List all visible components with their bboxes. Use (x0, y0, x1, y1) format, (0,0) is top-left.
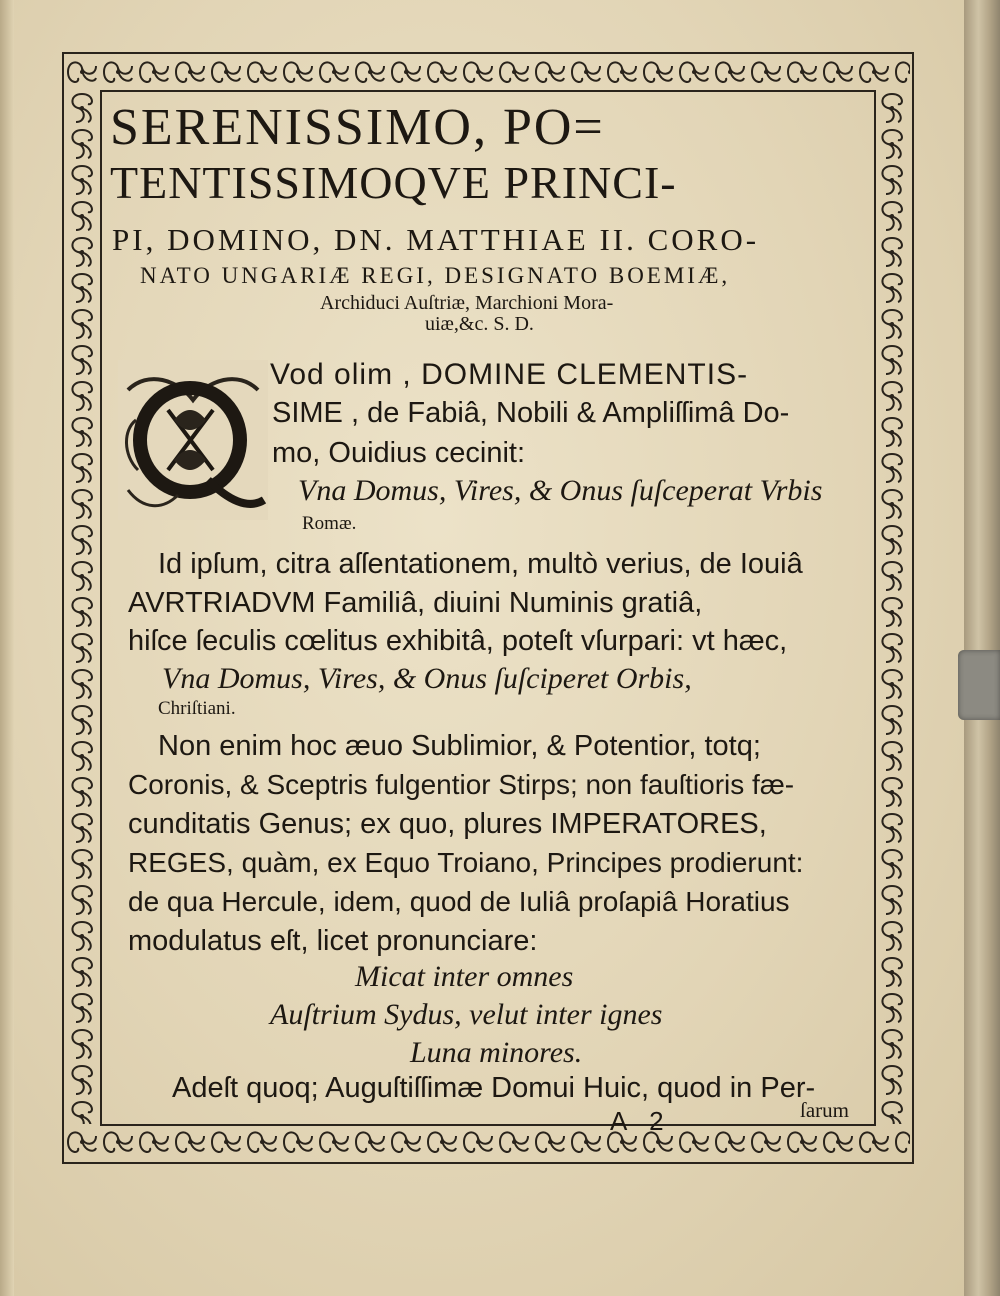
p2-line-1: Id ipſum, citra aſſentationem, multò verius, de Iouiâ (158, 548, 803, 580)
p1-verse-end: Romæ. (302, 513, 357, 534)
p3-line-3: cunditatis Genus; ex quo, plures IMPERATORES, (128, 808, 767, 840)
catchword: ſarum (800, 1098, 849, 1122)
p3-verse-1: Micat inter omnes (355, 960, 574, 993)
p3-line-1: Non enim hoc æuo Sublimior, & Potentior, totq; (158, 730, 761, 762)
p1-line-3: mo, Ouidius cecinit: (272, 437, 526, 469)
p4-line-1: Adeſt quoq; Auguſtiſſimæ Domui Huic, quod in Per- (172, 1072, 816, 1104)
p2-line-2: AVRTRIADVM Familiâ, diuini Numinis gratiâ, (128, 587, 703, 619)
title-line-4: NATO UNGARIÆ REGI, DESIGNATO BOEMIÆ, (140, 263, 731, 288)
signature-mark: A 2 (610, 1106, 672, 1136)
p3-line-5: de qua Hercule, idem, quod de Iuliâ proſapiâ Horatius (128, 886, 790, 917)
ornament-border-top (64, 54, 910, 90)
p2-line-3: hiſce ſeculis cœlitus exhibitâ, poteſt vſurpari: vt hæc, (128, 625, 788, 657)
page-gutter (0, 0, 14, 1296)
title-line-5: Archiduci Auſtriæ, Marchioni Mora- (320, 292, 614, 314)
p3-line-6: modulatus eſt, licet pronunciare: (128, 925, 538, 957)
ornament-border-bottom (64, 1124, 910, 1160)
page-clip (958, 650, 1000, 720)
p1-line-1: Vod olim , DOMINE CLEMENTIS- (270, 358, 749, 391)
p2-verse-end: Chriſtiani. (158, 698, 236, 719)
ornament-border-right (874, 90, 910, 1124)
title-line-2: TENTISSIMOQVE PRINCI- (110, 157, 677, 208)
decorated-initial-q (118, 360, 268, 520)
title-line-6: uiæ,&c. S. D. (425, 313, 534, 335)
p3-line-4: REGES, quàm, ex Equo Troiano, Principes prodierunt: (128, 847, 804, 878)
title-line-3: PI, DOMINO, DN. MATTHIAE II. CORO- (112, 222, 760, 257)
p3-line-2: Coronis, & Sceptris fulgentior Stirps; non fauſtioris fæ- (128, 769, 795, 800)
next-leaf-edge (964, 0, 1000, 1296)
p1-verse: Vna Domus, Vires, & Onus ſuſceperat Vrbis (298, 474, 823, 507)
title-line-1: SERENISSIMO, PO= (110, 99, 605, 156)
p2-verse: Vna Domus, Vires, & Onus ſuſciperet Orbis, (162, 662, 692, 695)
ornament-border-left (64, 90, 100, 1124)
p3-verse-3: Luna minores. (410, 1036, 583, 1069)
p1-line-2: SIME , de Fabiâ, Nobili & Ampliſſimâ Do- (272, 397, 790, 429)
p3-verse-2: Auſtrium Sydus, velut inter ignes (270, 998, 663, 1031)
